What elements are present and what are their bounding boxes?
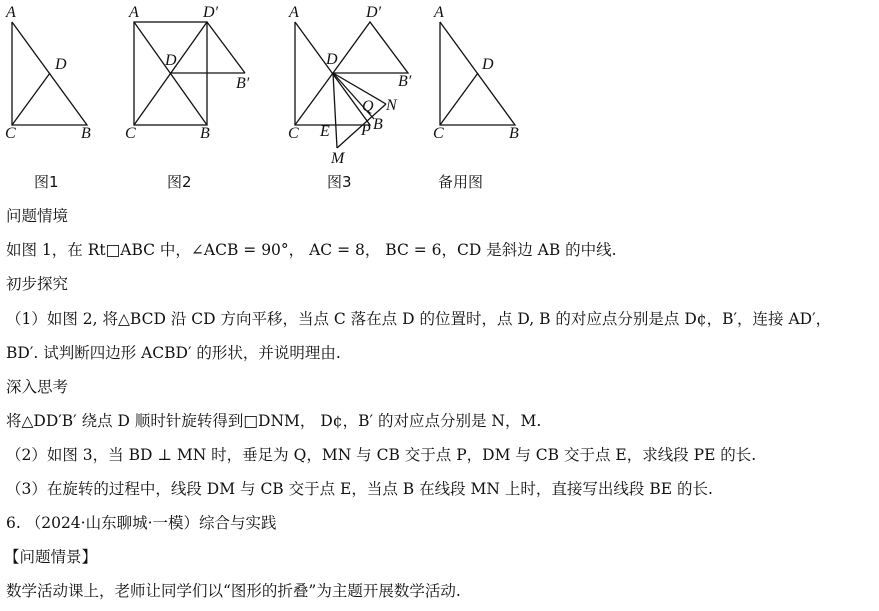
label-C: C (433, 125, 444, 142)
figure-1 (5, 4, 91, 142)
intro-text: 如图 1，在 Rt□ABC 中，∠ACB = 90°， AC = 8， BC = 6，CD 是斜边 AB 的中线. (6, 241, 617, 259)
label-E: E (320, 123, 330, 140)
label-D: D (482, 56, 494, 73)
label-A: A (434, 4, 444, 21)
label-D: D (55, 56, 67, 73)
heading-problem-situation: 【问题情景】 (4, 548, 98, 566)
question-2: （2）如图 3，当 BD ⊥ MN 时，垂足为 Q，MN 与 CB 交于点 P，DM 与 CB 交于点 E，求线段 PE 的长. (6, 446, 757, 464)
figure-3 (288, 4, 412, 167)
heading-explore: 初步探究 (6, 275, 69, 293)
figures-area (0, 0, 879, 200)
caption-fig3: 图3 (327, 173, 352, 191)
label-P: P (361, 122, 371, 139)
label-B: B (200, 125, 210, 142)
caption-fig2: 图2 (167, 173, 192, 191)
label-Q: Q (362, 98, 374, 115)
question-1-line-1: （1）如图 2, 将△BCD 沿 CD 方向平移，当点 C 落在点 D 的位置时，点 D, B 的对应点分别是点 D¢，B′，连接 AD′， (6, 310, 832, 328)
label-D-prime: D′ (366, 4, 382, 21)
heading-situation: 问题情境 (6, 207, 69, 225)
label-B: B (509, 125, 519, 142)
figure-2 (125, 4, 250, 142)
caption-spare: 备用图 (438, 173, 484, 191)
label-B: B (81, 125, 91, 142)
caption-fig1: 图1 (34, 173, 59, 191)
rotation-statement: 将△DD′B′ 绕点 D 顺时针旋转得到□DNM， D¢，B′ 的对应点分别是 N，M. (6, 412, 542, 430)
label-A: A (129, 4, 139, 21)
label-C: C (125, 125, 136, 142)
figure-spare (433, 4, 519, 142)
label-N: N (386, 97, 397, 114)
label-B: B (373, 116, 383, 133)
problem-6-header: 6. （2024·山东聊城·一模）综合与实践 (6, 514, 277, 532)
label-D-prime: D′ (203, 4, 219, 21)
label-D: D (326, 51, 338, 68)
label-C: C (5, 125, 16, 142)
heading-deep: 深入思考 (6, 378, 69, 396)
label-B-prime: B′ (398, 73, 412, 90)
activity-text: 数学活动课上，老师让同学们以“图形的折叠”为主题开展数学活动. (6, 582, 461, 600)
label-A: A (6, 4, 16, 21)
label-A: A (289, 4, 299, 21)
label-M: M (331, 150, 345, 167)
question-1-line-2: BD′. 试判断四边形 ACBD′ 的形状，并说明理由. (6, 344, 341, 362)
label-C: C (288, 125, 299, 142)
label-B-prime: B′ (236, 75, 250, 92)
label-D: D (165, 52, 177, 69)
question-3: （3）在旋转的过程中，线段 DM 与 CB 交于点 E，当点 B 在线段 MN 上时，直接写出线段 BE 的长. (6, 480, 713, 498)
